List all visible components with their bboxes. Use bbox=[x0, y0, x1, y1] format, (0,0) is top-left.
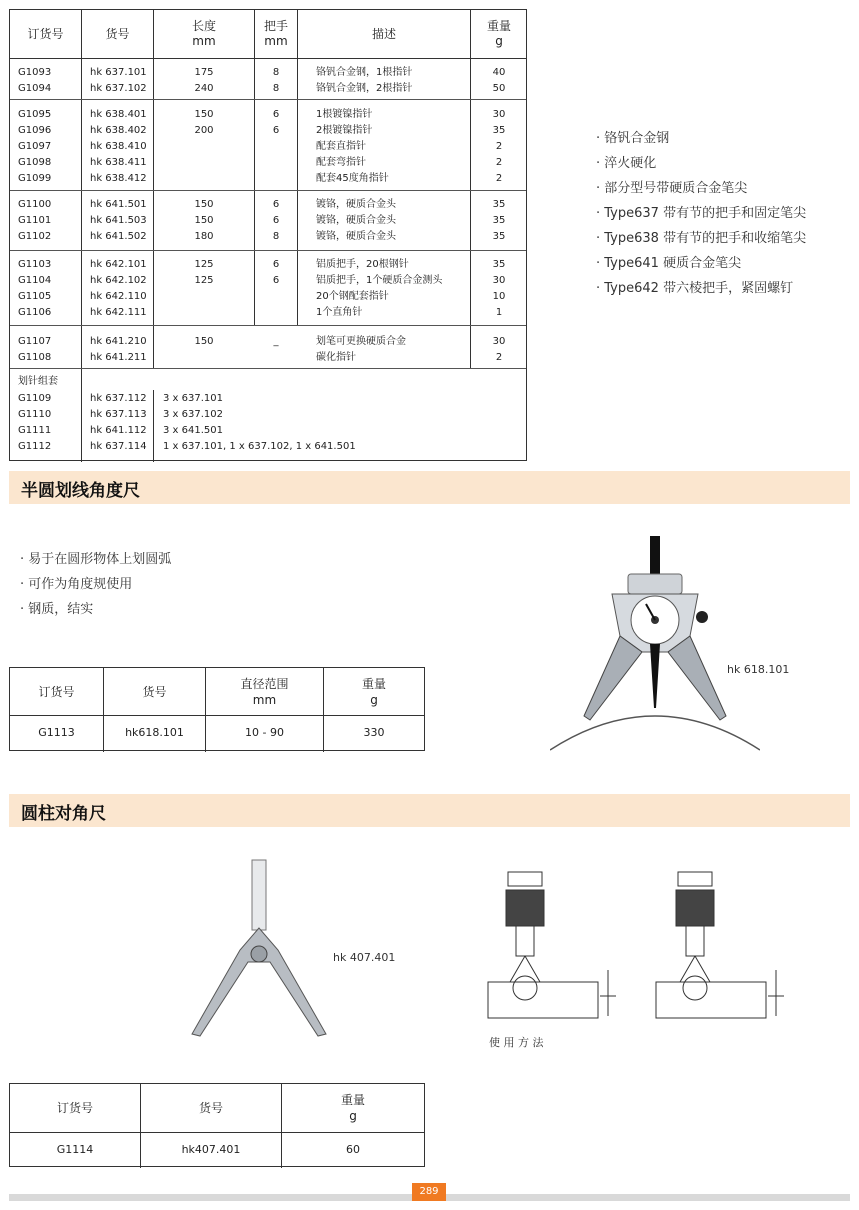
length-cell: 125 bbox=[194, 259, 214, 270]
cell-order-no: G1114 bbox=[56, 1142, 94, 1156]
table-row bbox=[10, 273, 526, 289]
kit-row bbox=[10, 391, 526, 407]
cell-item-no: hk618.101 bbox=[125, 726, 184, 739]
length-cell: 125 bbox=[194, 275, 214, 286]
kit-title: 划针组套 bbox=[18, 376, 58, 387]
item-no-cell: hk 641.502 bbox=[90, 231, 147, 242]
table-row bbox=[10, 123, 526, 139]
description-cell: 20个钢配套指针 bbox=[316, 291, 389, 302]
description-cell: 配套弯指针 bbox=[316, 157, 366, 168]
description-cell: 镀铬，硬质合金头 bbox=[316, 199, 396, 210]
header-item-no: 货号 bbox=[105, 26, 130, 41]
protractor-spec-table bbox=[9, 667, 425, 751]
table-row bbox=[10, 65, 526, 81]
table-row bbox=[10, 155, 526, 171]
length-cell: 150 bbox=[194, 109, 214, 120]
weight-cell: 35 bbox=[492, 199, 506, 210]
section-header-semicircle-protractor bbox=[9, 471, 850, 504]
length-cell: 180 bbox=[194, 231, 214, 242]
kit-contents-cell: 3 x 641.501 bbox=[163, 425, 223, 436]
length-cell: 175 bbox=[194, 67, 214, 78]
order-no-cell: G1104 bbox=[18, 275, 52, 286]
item-no-cell: hk 641.210 bbox=[90, 336, 147, 347]
group-divider bbox=[10, 325, 526, 326]
handle-cell: 8 bbox=[272, 83, 280, 94]
order-no-cell: G1109 bbox=[18, 393, 52, 404]
order-no-cell: G1105 bbox=[18, 291, 52, 302]
table-row bbox=[10, 107, 526, 123]
item-no-cell: hk 642.110 bbox=[90, 291, 147, 302]
description-cell: 铝质把手，20根钢针 bbox=[316, 259, 409, 270]
length-cell: 240 bbox=[194, 83, 214, 94]
item-no-cell: hk 642.111 bbox=[90, 307, 147, 318]
order-no-cell: G1108 bbox=[18, 352, 52, 363]
kit-contents-cell: 3 x 637.102 bbox=[163, 409, 223, 420]
semicircle-protractor-image bbox=[550, 532, 760, 752]
description-cell: 配套直指针 bbox=[316, 141, 366, 152]
weight-cell: 35 bbox=[492, 125, 506, 136]
description-cell: 铝质把手，1个硬质合金测头 bbox=[316, 275, 443, 286]
weight-cell: 1 bbox=[495, 307, 503, 318]
image-caption: hk 407.401 bbox=[333, 951, 396, 964]
weight-cell: 2 bbox=[495, 141, 503, 152]
header-length: 长度 mm bbox=[191, 19, 216, 48]
description-cell: 铬钒合金钢，2根指针 bbox=[316, 83, 413, 94]
order-no-cell: G1106 bbox=[18, 307, 52, 318]
order-no-cell: G1093 bbox=[18, 67, 52, 78]
order-no-cell: G1101 bbox=[18, 215, 52, 226]
group-divider bbox=[10, 99, 526, 100]
center-square-spec-table bbox=[9, 1083, 425, 1167]
group-divider bbox=[10, 250, 526, 251]
header-weight: 重量 g bbox=[340, 1093, 365, 1123]
cell-item-no: hk407.401 bbox=[181, 1142, 241, 1156]
table-row bbox=[10, 139, 526, 155]
weight-cell: 50 bbox=[492, 83, 506, 94]
cell-order-no: G1113 bbox=[38, 726, 75, 739]
page-number: 289 bbox=[412, 1183, 446, 1201]
section-title: 半圆划线角度尺 bbox=[21, 481, 140, 501]
item-no-cell: hk 638.402 bbox=[90, 125, 147, 136]
item-no-cell: hk 642.101 bbox=[90, 259, 147, 270]
header-order-no: 订货号 bbox=[27, 26, 64, 41]
feature-item: · 铬钒合金钢 bbox=[596, 131, 670, 146]
item-no-cell: hk 637.113 bbox=[90, 409, 147, 420]
item-no-cell: hk 638.401 bbox=[90, 109, 147, 120]
header-item-no: 货号 bbox=[198, 1101, 223, 1115]
table-row bbox=[10, 81, 526, 97]
order-no-cell: G1107 bbox=[18, 336, 52, 347]
description-cell: 镀铬，硬质合金头 bbox=[316, 215, 396, 226]
description-cell: 1个直角针 bbox=[316, 307, 363, 318]
description-cell: 配套45度角指针 bbox=[316, 173, 389, 184]
item-no-cell: hk 638.411 bbox=[90, 157, 147, 168]
feature-item: · 钢质，结实 bbox=[20, 602, 94, 617]
group-divider bbox=[10, 190, 526, 191]
table-row bbox=[10, 257, 526, 273]
header-handle: 把手 mm bbox=[263, 19, 288, 48]
kit-row bbox=[10, 423, 526, 439]
header-order-no: 订货号 bbox=[56, 1101, 93, 1115]
item-no-cell: hk 641.501 bbox=[90, 199, 147, 210]
item-no-cell: hk 641.503 bbox=[90, 215, 147, 226]
handle-cell: 8 bbox=[272, 231, 280, 242]
section-title: 圆柱对角尺 bbox=[21, 804, 106, 824]
kit-contents-cell: 1 x 637.101, 1 x 637.102, 1 x 641.501 bbox=[163, 441, 356, 452]
cell-weight: 60 bbox=[346, 1142, 360, 1156]
center-square-image bbox=[190, 858, 330, 1038]
usage-caption: 使 用 方 法 bbox=[489, 1036, 544, 1049]
table-header bbox=[10, 10, 526, 59]
feature-item: · 易于在圆形物体上划圆弧 bbox=[20, 552, 172, 567]
length-cell: 150 bbox=[194, 336, 214, 347]
weight-cell: 2 bbox=[495, 352, 503, 363]
feature-item: · 淬火硬化 bbox=[596, 156, 657, 171]
weight-cell: 10 bbox=[492, 291, 506, 302]
kit-row bbox=[10, 439, 526, 455]
image-caption: hk 618.101 bbox=[727, 663, 790, 676]
feature-item: · Type641 硬质合金笔尖 bbox=[596, 256, 742, 271]
order-no-cell: G1097 bbox=[18, 141, 52, 152]
item-no-cell: hk 637.101 bbox=[90, 67, 147, 78]
order-no-cell: G1095 bbox=[18, 109, 52, 120]
weight-cell: 35 bbox=[492, 215, 506, 226]
table-row bbox=[10, 289, 526, 305]
weight-cell: 35 bbox=[492, 259, 506, 270]
table-row bbox=[10, 229, 526, 245]
feature-item: · 部分型号带硬质合金笔尖 bbox=[596, 181, 748, 196]
feature-item: · Type637 带有节的把手和固定笔尖 bbox=[596, 206, 807, 221]
weight-cell: 30 bbox=[492, 109, 506, 120]
table-row bbox=[10, 213, 526, 229]
order-no-cell: G1102 bbox=[18, 231, 52, 242]
handle-cell: 6 bbox=[272, 215, 280, 226]
order-no-cell: G1094 bbox=[18, 83, 52, 94]
description-cell: 铬钒合金钢，1根指针 bbox=[316, 67, 413, 78]
table-row bbox=[10, 350, 526, 366]
header-weight: 重量 g bbox=[361, 676, 386, 707]
order-no-cell: G1098 bbox=[18, 157, 52, 168]
weight-cell: 2 bbox=[495, 173, 503, 184]
handle-cell: 6 bbox=[272, 199, 280, 210]
table-row bbox=[10, 305, 526, 321]
feature-item: · 可作为角度规使用 bbox=[20, 577, 133, 592]
description-cell: 划笔可更换硬质合金 bbox=[316, 336, 406, 347]
order-no-cell: G1110 bbox=[18, 409, 52, 420]
weight-cell: 40 bbox=[492, 67, 506, 78]
group-divider bbox=[10, 368, 526, 369]
weight-cell: 30 bbox=[492, 336, 506, 347]
table-row bbox=[10, 171, 526, 187]
header-item-no: 货号 bbox=[142, 684, 167, 699]
cell-weight: 330 bbox=[363, 726, 385, 739]
order-no-cell: G1112 bbox=[18, 441, 52, 452]
length-cell: 150 bbox=[194, 215, 214, 226]
order-no-cell: G1100 bbox=[18, 199, 52, 210]
description-cell: 1根镀镍指针 bbox=[316, 109, 373, 120]
weight-cell: 2 bbox=[495, 157, 503, 168]
cell-diameter: 10 - 90 bbox=[245, 726, 284, 739]
header-weight: 重量 g bbox=[486, 19, 511, 48]
scriber-spec-table bbox=[9, 9, 527, 461]
description-cell: 碳化指针 bbox=[316, 352, 356, 363]
weight-cell: 35 bbox=[492, 231, 506, 242]
handle-cell: 6 bbox=[272, 125, 280, 136]
usage-diagram bbox=[480, 870, 790, 1020]
order-no-cell: G1103 bbox=[18, 259, 52, 270]
item-no-cell: hk 638.412 bbox=[90, 173, 147, 184]
item-no-cell: hk 642.102 bbox=[90, 275, 147, 286]
weight-cell: 30 bbox=[492, 275, 506, 286]
handle-cell: 6 bbox=[272, 109, 280, 120]
order-no-cell: G1111 bbox=[18, 425, 52, 436]
header-diameter: 直径范围 mm bbox=[240, 676, 289, 707]
item-no-cell: hk 638.410 bbox=[90, 141, 147, 152]
header-description: 描述 bbox=[371, 26, 396, 41]
feature-item: · Type642 带六棱把手，紧固螺钉 bbox=[596, 281, 794, 296]
table-row bbox=[10, 334, 526, 350]
handle-cell: _ bbox=[273, 336, 279, 347]
length-cell: 150 bbox=[194, 199, 214, 210]
table-row bbox=[10, 197, 526, 213]
order-no-cell: G1096 bbox=[18, 125, 52, 136]
handle-cell: 6 bbox=[272, 259, 280, 270]
description-cell: 2根镀镍指针 bbox=[316, 125, 373, 136]
item-no-cell: hk 637.112 bbox=[90, 393, 147, 404]
section-header-center-square bbox=[9, 794, 850, 827]
item-no-cell: hk 641.211 bbox=[90, 352, 147, 363]
length-cell: 200 bbox=[194, 125, 214, 136]
handle-cell: 6 bbox=[272, 275, 280, 286]
description-cell: 镀铬，硬质合金头 bbox=[316, 231, 396, 242]
order-no-cell: G1099 bbox=[18, 173, 52, 184]
kit-row bbox=[10, 407, 526, 423]
feature-item: · Type638 带有节的把手和收缩笔尖 bbox=[596, 231, 807, 246]
handle-cell: 8 bbox=[272, 67, 280, 78]
kit-contents-cell: 3 x 637.101 bbox=[163, 393, 223, 404]
item-no-cell: hk 637.102 bbox=[90, 83, 147, 94]
header-order-no: 订货号 bbox=[38, 684, 75, 699]
item-no-cell: hk 637.114 bbox=[90, 441, 147, 452]
item-no-cell: hk 641.112 bbox=[90, 425, 147, 436]
